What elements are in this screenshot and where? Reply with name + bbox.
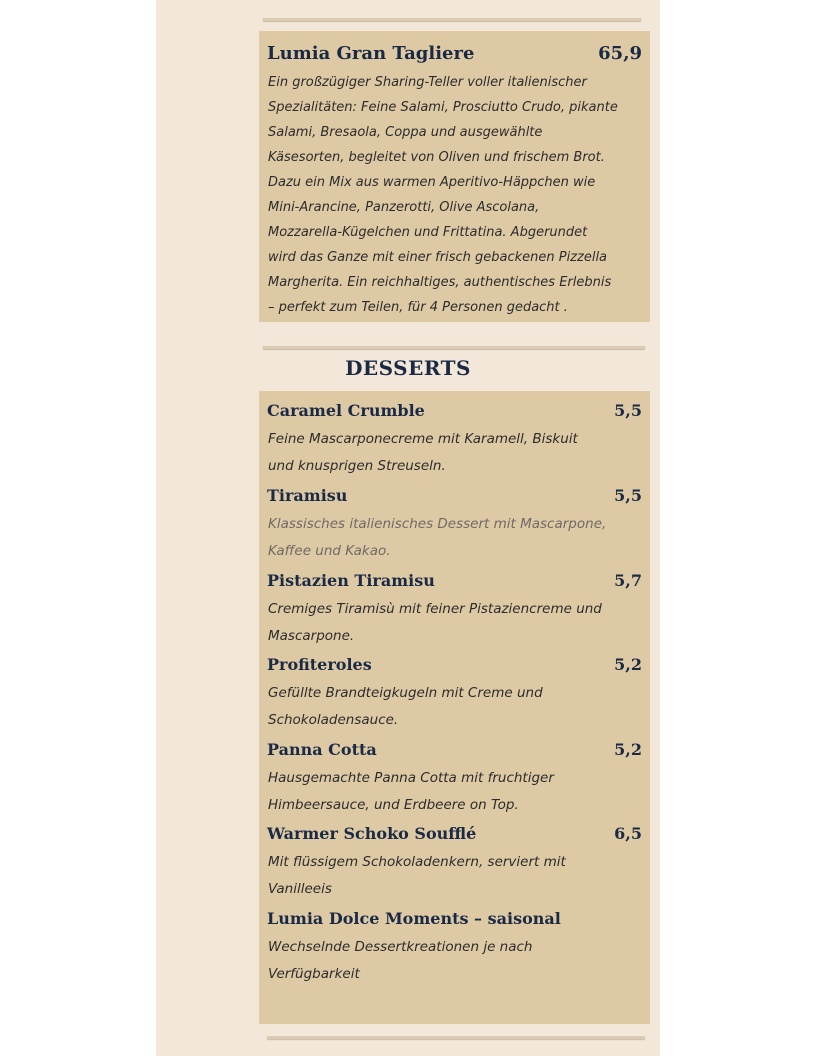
dessert-desc-line: Wechselnde Dessertkreationen je nach [268,939,533,955]
desserts-card [259,391,650,1024]
dessert-title-row [267,740,642,762]
dessert-desc-line: Vanilleeis [268,881,332,897]
dessert-name: Lumia Dolce Moments – saisonal [267,909,561,928]
divider-middle [263,346,645,349]
featured-desc-line: Salami, Bresaola, Coppa und ausgewählte [268,125,543,140]
dessert-desc-line: Schokoladensauce. [268,712,399,728]
dessert-name: Panna Cotta [267,740,377,759]
dessert-name: Warmer Schoko Soufflé [267,824,477,843]
dessert-name: Pistazien Tiramisu [267,571,435,590]
dessert-price: 6,5 [614,824,642,843]
dessert-desc-line: und knusprigen Streuseln. [268,458,446,474]
dessert-desc-line: Verfügbarkeit [268,966,360,982]
dessert-desc-line: Klassisches italienisches Dessert mit Mascarpone, [268,516,607,532]
section-heading-desserts: DESSERTS [345,356,471,380]
featured-item-card [259,31,650,322]
dessert-name: Caramel Crumble [267,401,425,420]
dessert-name: Tiramisu [267,486,348,505]
divider-bottom [267,1036,645,1039]
featured-item-title-row [267,43,642,67]
featured-desc-line: Mini-Arancine, Panzerotti, Olive Ascolana, [268,200,540,215]
divider-top [263,18,641,21]
featured-desc-line: Ein großzügiger Sharing-Teller voller italienischer [268,75,587,90]
dessert-price: 5,2 [614,740,642,759]
dessert-title-row [267,824,642,846]
featured-desc-line: Käsesorten, begleitet von Oliven und frischem Brot. [268,150,605,165]
dessert-desc-line: Mit flüssigem Schokoladenkern, serviert mit [268,854,566,870]
featured-item-name: Lumia Gran Tagliere [267,43,475,64]
dessert-desc-line: Hausgemachte Panna Cotta mit fruchtiger [268,770,554,786]
dessert-desc-line: Himbeersauce, und Erdbeere on Top. [268,797,519,813]
dessert-desc-line: Feine Mascarponecreme mit Karamell, Biskuit [268,431,578,447]
dessert-desc-line: Kaffee und Kakao. [268,543,391,559]
dessert-price: 5,5 [614,486,642,505]
dessert-title-row [267,401,642,423]
menu-page [156,0,660,1056]
dessert-title-row [267,655,642,677]
featured-desc-line: Dazu ein Mix aus warmen Aperitivo-Häppchen wie [268,175,596,190]
dessert-price: 5,2 [614,655,642,674]
dessert-title-row [267,909,642,931]
dessert-price: 5,7 [614,571,642,590]
featured-item-price: 65,9 [598,43,642,64]
dessert-desc-line: Cremiges Tiramisù mit feiner Pistaziencreme und [268,601,602,617]
dessert-title-row [267,571,642,593]
featured-desc-line: Mozzarella-Kügelchen und Frittatina. Abgerundet [268,225,588,240]
dessert-title-row [267,486,642,508]
featured-desc-line: Spezialitäten: Feine Salami, Prosciutto Crudo, pikante [268,100,618,115]
dessert-desc-line: Mascarpone. [268,628,355,644]
dessert-name: Profiteroles [267,655,372,674]
featured-desc-line: – perfekt zum Teilen, für 4 Personen gedacht . [268,300,568,315]
dessert-desc-line: Gefüllte Brandteigkugeln mit Creme und [268,685,543,701]
dessert-price: 5,5 [614,401,642,420]
featured-desc-line: wird das Ganze mit einer frisch gebackenen Pizzella [268,250,608,265]
featured-desc-line: Margherita. Ein reichhaltiges, authentisches Erlebnis [268,275,612,290]
